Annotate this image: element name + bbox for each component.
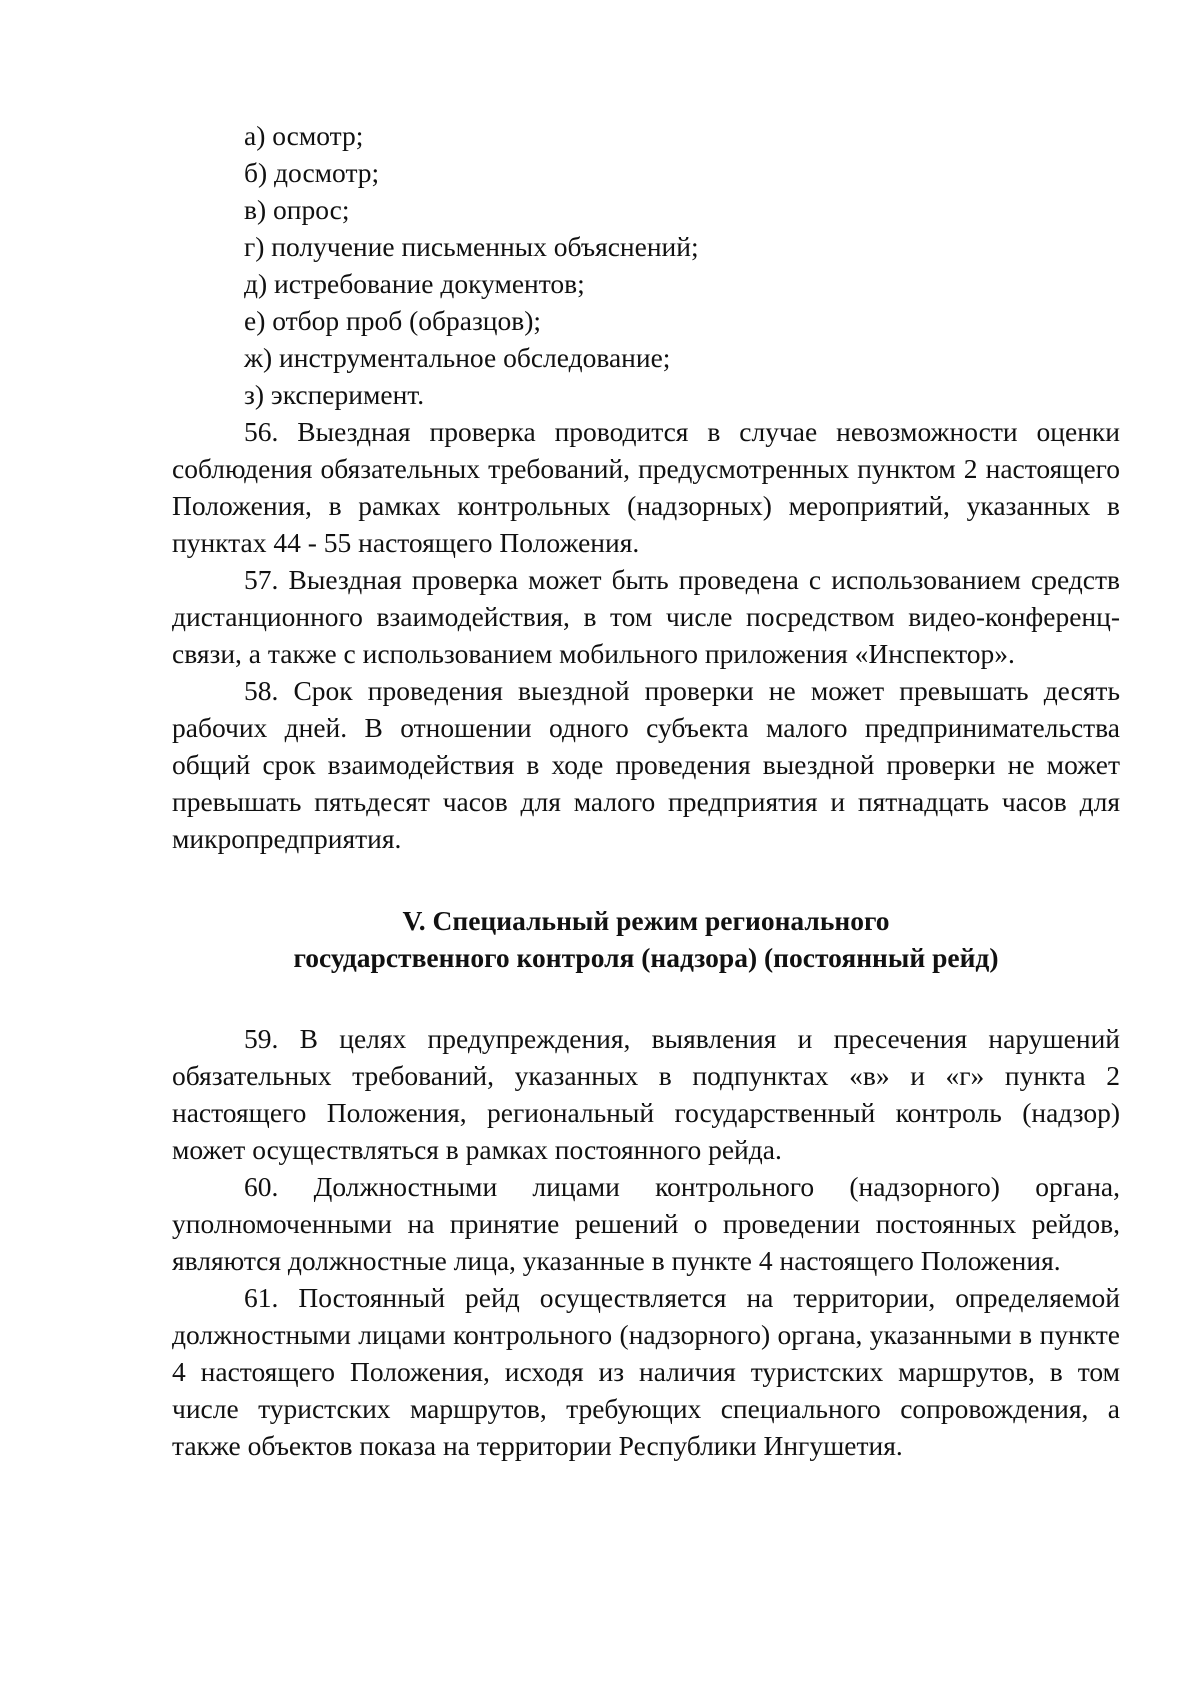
section-title-line-2: государственного контроля (надзора) (постоянный рейд) xyxy=(293,942,999,973)
list-item-instrumental-examination: ж) инструментальное обследование; xyxy=(244,342,671,373)
spacer xyxy=(172,857,1120,902)
section-heading xyxy=(172,902,1120,976)
paragraph-61: 61. Постоянный рейд осуществляется на территории, определяемой должностными лицами контрольного (надзорного) органа, указанными в пункте 4 настоящего Положения, исходя из наличия туристских маршрутов, в том числе туристских маршрутов, требующих специального сопровождения, а также объектов показа на территории Республики Ингушетия. xyxy=(172,1282,1120,1461)
spacer xyxy=(172,976,1120,1020)
list-item-document-request: д) истребование документов; xyxy=(244,268,585,299)
list-item-experiment: з) эксперимент. xyxy=(244,379,425,410)
list-item-written-explanations: г) получение письменных объяснений; xyxy=(244,231,699,262)
list-item-survey: в) опрос; xyxy=(244,194,350,225)
paragraph-59: 59. В целях предупреждения, выявления и пресечения нарушений обязательных требований, указанных в подпунктах «в» и «г» пункта 2 настоящего Положения, региональный государственный контроль (надзор) может осуществляться в рамках постоянного рейда. xyxy=(172,1023,1120,1165)
list-item-inspection: а) осмотр; xyxy=(244,120,364,151)
measures-list xyxy=(172,117,1120,413)
paragraph-58: 58. Срок проведения выездной проверки не может превышать десять рабочих дней. В отношении одного субъекта малого предпринимательства общий срок взаимодействия в ходе проведения выездной проверки не может превышать пятьдесят часов для малого предприятия и пятнадцать часов для микропредприятия. xyxy=(172,675,1120,854)
paragraph-57: 57. Выездная проверка может быть проведена с использованием средств дистанционного взаимодействия, в том числе посредством видео-конференц-связи, а также с использованием мобильного приложения «Инспектор». xyxy=(172,564,1120,669)
paragraph-60: 60. Должностными лицами контрольного (надзорного) органа, уполномоченными на принятие решений о проведении постоянных рейдов, являются должностные лица, указанные в пункте 4 настоящего Положения. xyxy=(172,1171,1120,1276)
list-item-search: б) досмотр; xyxy=(244,157,380,188)
document-page xyxy=(172,117,1120,1464)
section-title-line-1: V. Специальный режим регионального xyxy=(402,905,890,936)
list-item-sampling: е) отбор проб (образцов); xyxy=(244,305,542,336)
paragraph-56: 56. Выездная проверка проводится в случае невозможности оценки соблюдения обязательных требований, предусмотренных пунктом 2 настоящего Положения, в рамках контрольных (надзорных) мероприятий, указанных в пунктах 44 - 55 настоящего Положения. xyxy=(172,416,1120,558)
